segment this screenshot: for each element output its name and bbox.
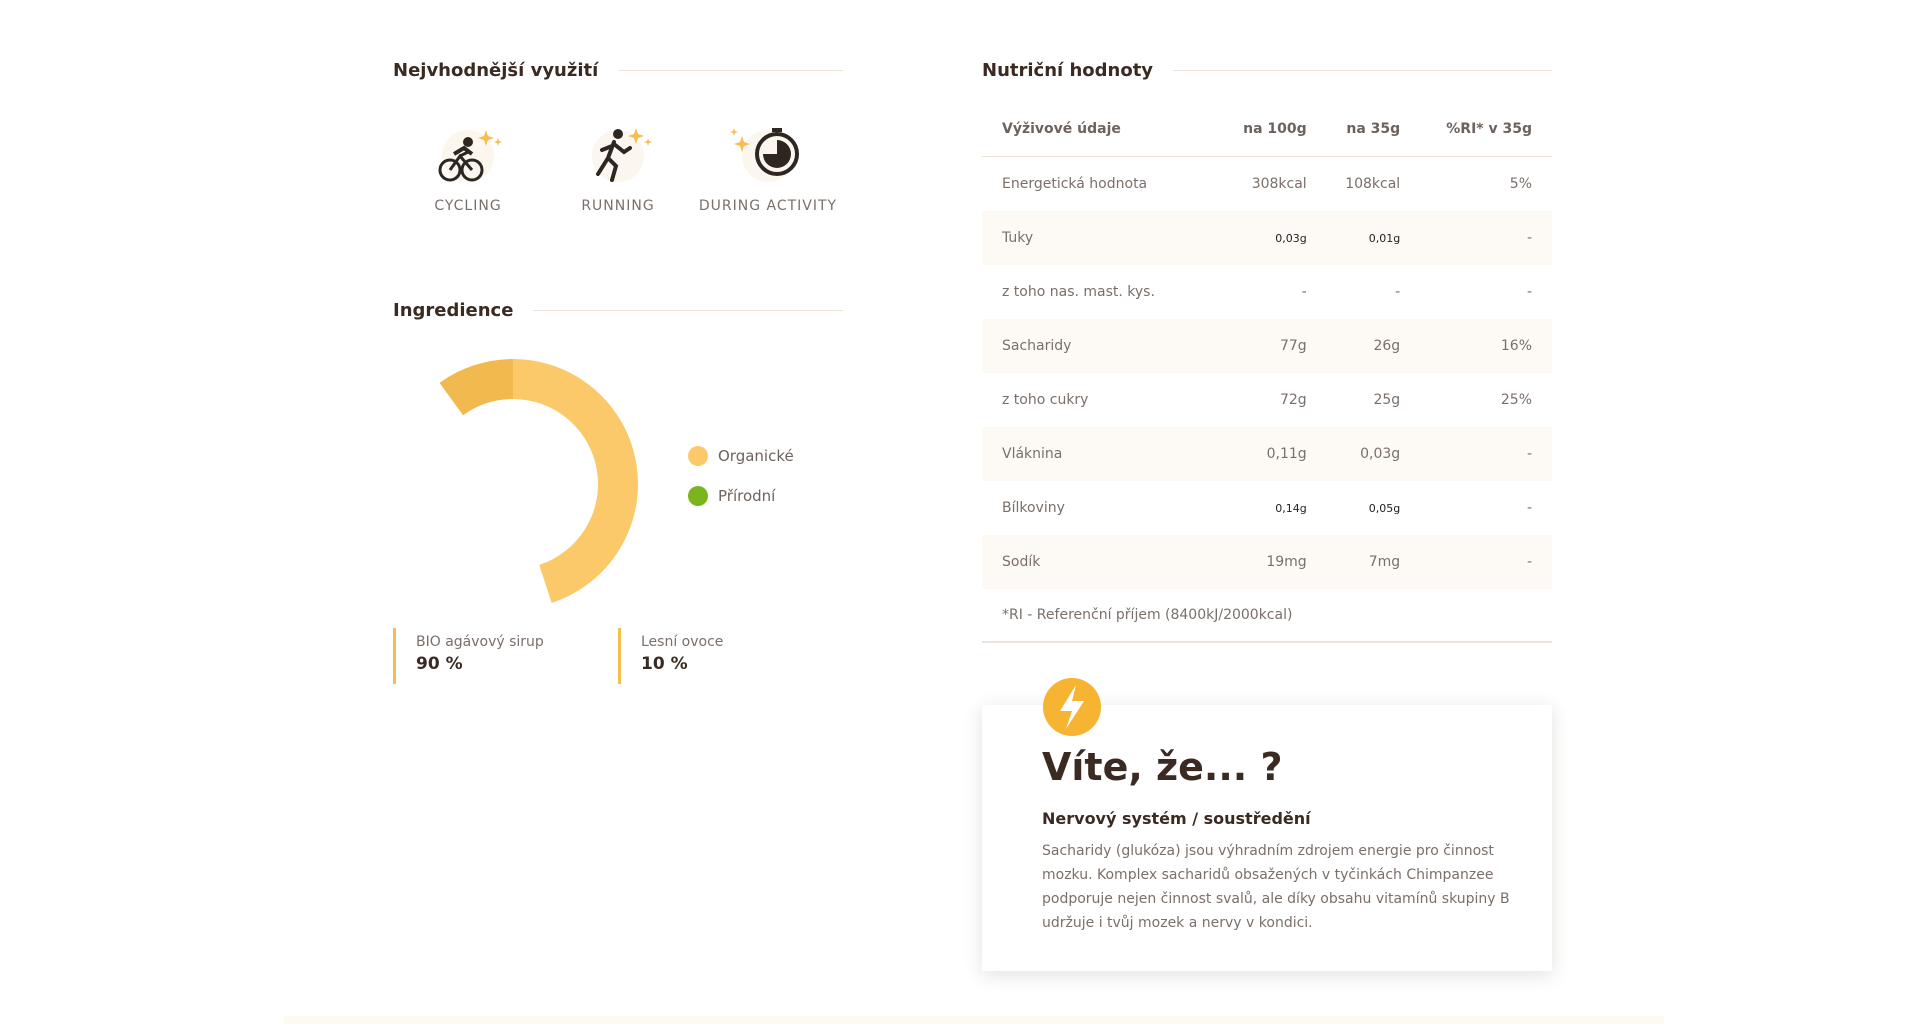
usage-section-header <box>393 52 843 88</box>
ingredient-value: 90 % <box>416 654 463 674</box>
column-header: na 35g <box>1327 102 1421 157</box>
table-cell: 5% <box>1509 176 1532 192</box>
table-cell: 26g <box>1327 319 1421 373</box>
legend-item-organicke <box>688 436 794 476</box>
table-row <box>982 481 1552 535</box>
usage-item-during-activity <box>693 122 843 214</box>
ingredients-section <box>393 292 843 684</box>
table-cell: 0,14g <box>1275 501 1307 515</box>
table-cell: - <box>1420 211 1552 265</box>
table-cell: 19mg <box>1223 535 1327 589</box>
divider <box>533 310 843 311</box>
ingredient-value: 10 % <box>641 654 688 674</box>
ingredients-section-header <box>393 292 843 328</box>
ingredient-name: Lesní ovoce <box>641 634 724 650</box>
table-cell: - <box>1526 284 1532 300</box>
table-cell: 72g <box>1279 392 1307 408</box>
table-cell: 0,05g <box>1368 501 1401 515</box>
table-cell: - <box>1395 284 1401 300</box>
table-cell: Bílkoviny <box>1002 500 1065 516</box>
usage-list <box>393 122 843 214</box>
divider <box>618 70 843 71</box>
card-subtitle: Nervový systém / soustředění <box>1042 809 1311 828</box>
table-row <box>982 157 1552 212</box>
left-column <box>393 52 843 684</box>
table-cell: 25% <box>1500 392 1532 408</box>
chart-legend <box>688 436 794 516</box>
legend-label: Přírodní <box>718 487 776 505</box>
ingredient-item <box>618 628 823 684</box>
table-cell: z toho nas. mast. kys. <box>1002 284 1155 300</box>
donut-segment-1 <box>513 359 638 603</box>
table-cell: 108kcal <box>1345 176 1401 192</box>
table-cell: z toho cukry <box>1002 392 1089 408</box>
table-row <box>982 535 1552 589</box>
legend-item-prirodni <box>688 476 794 516</box>
nutrition-title: Nutriční hodnoty <box>982 59 1154 81</box>
nutrition-section-header <box>982 52 1552 88</box>
table-row <box>982 211 1552 265</box>
usage-item-cycling <box>393 122 543 214</box>
stopwatch-icon <box>728 122 808 192</box>
usage-item-running <box>543 122 693 214</box>
divider <box>1173 70 1552 71</box>
ingredient-name: BIO agávový sirup <box>416 634 544 650</box>
table-cell: 7mg <box>1327 535 1421 589</box>
table-row <box>982 427 1552 481</box>
legend-dot <box>688 446 708 466</box>
table-cell: Energetická hodnota <box>1002 176 1148 192</box>
card-title: Víte, že... ? <box>1042 745 1283 789</box>
table-cell: 25g <box>1373 392 1401 408</box>
table-cell: 0,03g <box>1327 427 1421 481</box>
did-you-know-card <box>982 705 1552 971</box>
table-cell: Tuky <box>982 211 1223 265</box>
legend-label: Organické <box>718 447 794 465</box>
column-header: Výživové údaje <box>982 102 1223 157</box>
usage-label: RUNNING <box>581 198 655 214</box>
ingredients-title: Ingredience <box>393 299 514 321</box>
donut-chart <box>393 354 663 614</box>
cycling-icon <box>428 122 508 192</box>
usage-label: DURING ACTIVITY <box>698 198 838 214</box>
table-cell: Sacharidy <box>982 319 1223 373</box>
column-header: na 100g <box>1223 102 1327 157</box>
running-icon <box>578 122 658 192</box>
column-header: %RI* v 35g <box>1420 102 1552 157</box>
card-text: Sacharidy (glukóza) jsou výhradním zdrojem energie pro činnost mozku. Komplex sacharidů obsažených v tyčinkách Chimpanzee podporuje nejen činnost svalů, ale díky obsahu vitamínů skupiny B udržuje i tvůj mozek a nervy v kondici. <box>1042 843 1510 931</box>
table-cell: 77g <box>1223 319 1327 373</box>
usage-label: CYCLING <box>434 198 502 214</box>
legend-dot <box>688 486 708 506</box>
table-cell: - <box>1526 500 1532 516</box>
table-cell: Sodík <box>982 535 1223 589</box>
table-cell: - <box>1420 535 1552 589</box>
ingredients-chart <box>393 354 843 614</box>
table-cell: Vláknina <box>982 427 1223 481</box>
footer-strip <box>284 1016 1664 1024</box>
table-cell: 0,03g <box>1223 211 1327 265</box>
right-column <box>982 52 1552 643</box>
table-row <box>982 319 1552 373</box>
donut-segment-2 <box>440 359 513 415</box>
table-row <box>982 373 1552 427</box>
ingredient-item <box>393 628 598 684</box>
usage-title: Nejvhodnější využití <box>393 59 599 81</box>
table-cell: - <box>1420 427 1552 481</box>
table-header-row <box>982 102 1552 157</box>
table-row <box>982 265 1552 319</box>
table-cell: 0,11g <box>1223 427 1327 481</box>
table-cell: 16% <box>1420 319 1552 373</box>
table-cell: - <box>1301 284 1307 300</box>
ingredient-list <box>393 628 843 684</box>
lightning-icon <box>1042 677 1102 741</box>
table-cell: 308kcal <box>1251 176 1307 192</box>
table-cell: 0,01g <box>1327 211 1421 265</box>
nutrition-table <box>982 102 1552 589</box>
nutrition-footnote: *RI - Referenční příjem (8400kJ/2000kcal) <box>982 589 1552 643</box>
